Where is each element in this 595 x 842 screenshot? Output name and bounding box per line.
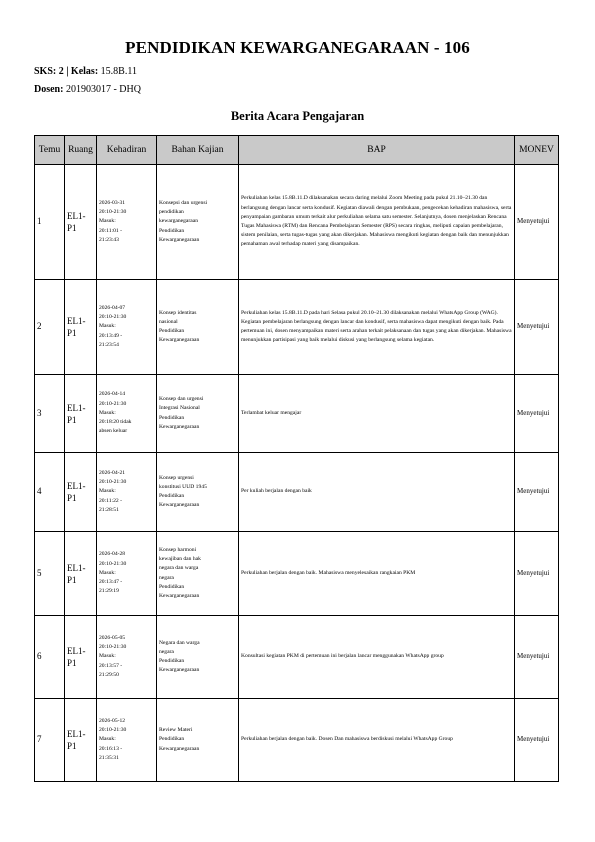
kehadiran-line: 20:10-21:30 bbox=[99, 727, 127, 734]
bahan-kajian-line: pendidikan bbox=[159, 209, 184, 216]
bap-cell: Per kuliah berjalan dengan baik bbox=[239, 453, 515, 532]
kehadiran-line: 2026-05-05 bbox=[99, 634, 126, 641]
temu-cell: 2 bbox=[35, 280, 65, 375]
col-ruang: Ruang bbox=[65, 136, 97, 165]
ruang-cell: EL1-P1 bbox=[65, 453, 97, 532]
table-row bbox=[35, 699, 559, 782]
col-bahan-kajian: Bahan Kajian bbox=[157, 136, 239, 165]
bahan-kajian-line: kewajiban dan hak bbox=[159, 556, 201, 563]
bahan-kajian-line: Pendidikan bbox=[159, 328, 185, 334]
kehadiran-line: 20:13:47 - bbox=[99, 579, 123, 586]
bahan-kajian-line: Review Materi bbox=[159, 727, 193, 734]
monev-cell: Menyetujui bbox=[515, 280, 559, 375]
temu-cell: 7 bbox=[35, 699, 65, 782]
monev-cell: Menyetujui bbox=[515, 699, 559, 782]
bahan-kajian-cell bbox=[157, 165, 239, 280]
bahan-kajian-line: Kewarganegaraan bbox=[159, 423, 200, 430]
kehadiran-line: absen keluar bbox=[99, 428, 128, 435]
kehadiran-line: 2026-05-12 bbox=[99, 717, 126, 724]
bap-cell: Terlambat keluar mengajar bbox=[239, 375, 515, 453]
temu-cell: 3 bbox=[35, 375, 65, 453]
table-row bbox=[35, 165, 559, 280]
section-title: Berita Acara Pengajaran bbox=[230, 109, 365, 123]
monev-cell: Menyetujui bbox=[515, 165, 559, 280]
document-title: PENDIDIKAN KEWARGANEGARAAN - 106 bbox=[125, 38, 470, 57]
bahan-kajian-line: Pendidikan bbox=[159, 736, 185, 743]
bap-cell: Perkuliahan kelas 15.8B.11.D dilaksanakan secara daring melalui Zoom Meeting pada pukul 21.10–21.30 dan berlangsung dengan lancar serta kondusif. Kegiatan diawali dengan pembukaan, pengecekan kehadiran mahasiswa, serta penyampaian gambaran umum terkait alur perkuliahan selama satu semester. Selanjutnya, dosen menjelaskan Rencana Tugas Mahasiswa (RTM) dan Rencana Pembelajaran Semester (RPS) secara ringkas, meliputi capaian pembelajaran, sistem penilaian, serta tugas-tugas yang akan dikerjakan. Mahasiswa mengikuti kegiatan dengan baik dan menunjukkan pemahaman awal terhadap materi yang disampaikan. bbox=[239, 165, 515, 280]
bahan-kajian-line: Pendidikan bbox=[159, 658, 185, 664]
kehadiran-line: 20:10-21:30 bbox=[99, 644, 127, 651]
kehadiran-line: Masuk: bbox=[99, 323, 116, 330]
kehadiran-line: 2026-04-28 bbox=[99, 551, 126, 558]
kehadiran-line: 20:10-21:30 bbox=[99, 560, 127, 567]
temu-cell: 6 bbox=[35, 616, 65, 699]
kehadiran-line: Masuk: bbox=[99, 736, 116, 743]
kehadiran-cell bbox=[97, 280, 157, 375]
bahan-kajian-line: Pendidikan bbox=[159, 227, 185, 234]
bahan-kajian-cell bbox=[157, 453, 239, 532]
ruang-cell: EL1-P1 bbox=[65, 375, 97, 453]
bahan-kajian-cell bbox=[157, 280, 239, 375]
bahan-kajian-line: Konsep identitas bbox=[159, 309, 197, 316]
bahan-kajian-line: Kewarganegaraan bbox=[159, 236, 200, 243]
bahan-kajian-line: nasional bbox=[159, 318, 178, 325]
bahan-kajian-line: kewarganegaraan bbox=[159, 218, 199, 225]
class-info bbox=[34, 66, 137, 77]
ruang-cell: EL1-P1 bbox=[65, 616, 97, 699]
bahan-kajian-cell bbox=[157, 699, 239, 782]
bap-cell: Perkuliahan kelas 15.8B.11.D pada hari Selasa pukul 20.10–21.30 dilaksanakan melalui WhatsApp Group (WAG). Kegiatan pembelajaran berlangsung dengan lancar dan kondusif, serta mahasiswa dapat mengikuti dengan baik. Pada pertemuan ini, dosen menyampaikan materi serta arahan terkait pelaksanaan dan tugas yang akan dikerjakan. Mahasiswa menunjukkan partisipasi yang baik melalui diskusi yang berlangsung selama kegiatan. bbox=[239, 280, 515, 375]
bahan-kajian-line: konstitusi UUD 1945 bbox=[159, 483, 207, 490]
kehadiran-line: 20:10-21:30 bbox=[99, 314, 127, 321]
table-row bbox=[35, 280, 559, 375]
bahan-kajian-line: Kewarganegaraan bbox=[159, 502, 200, 509]
bahan-kajian-line: Integrasi Nasional bbox=[159, 405, 200, 412]
bahan-kajian-line: negara bbox=[159, 648, 174, 655]
kehadiran-line: 20:10-21:30 bbox=[99, 479, 127, 486]
bap-cell: Perkuliahan berjalan dengan baik. Dosen Dan mahasiswa berdiskusi melalui WhatsApp Group bbox=[239, 699, 515, 782]
kehadiran-cell bbox=[97, 453, 157, 532]
monev-cell: Menyetujui bbox=[515, 453, 559, 532]
ruang-cell: EL1-P1 bbox=[65, 532, 97, 616]
lecturer-info bbox=[34, 84, 141, 95]
bap-table bbox=[34, 135, 559, 782]
table-row bbox=[35, 532, 559, 616]
bap-cell: Konsultasi kegiatan PKM di pertemuan ini berjalan lancar menggunakan WhatsApp group bbox=[239, 616, 515, 699]
bap-cell: Perkuliahan berjalan dengan baik. Mahasiswa menyelesaikan rangkaian PKM bbox=[239, 532, 515, 616]
kehadiran-line: Masuk: bbox=[99, 218, 116, 225]
kehadiran-line: 21:23:54 bbox=[99, 341, 119, 348]
bahan-kajian-line: Kewarganegaraan bbox=[159, 337, 200, 344]
kehadiran-line: 21:29:50 bbox=[99, 671, 119, 678]
table-row bbox=[35, 616, 559, 699]
bahan-kajian-line: Konsep dan urgensi bbox=[159, 396, 204, 403]
kehadiran-line: Masuk: bbox=[99, 569, 116, 576]
sks-label: SKS: 2 | Kelas: bbox=[34, 66, 99, 77]
bahan-kajian-line: Pendidikan bbox=[159, 414, 185, 421]
kehadiran-line: Masuk: bbox=[99, 488, 116, 495]
bahan-kajian-line: Kewarganegaraan bbox=[159, 592, 200, 599]
monev-cell: Menyetujui bbox=[515, 616, 559, 699]
kehadiran-line: Masuk: bbox=[99, 409, 116, 416]
col-temu: Temu bbox=[35, 136, 65, 165]
ruang-cell: EL1-P1 bbox=[65, 699, 97, 782]
temu-cell: 5 bbox=[35, 532, 65, 616]
monev-cell: Menyetujui bbox=[515, 375, 559, 453]
bahan-kajian-line: Konsep urgensi bbox=[159, 474, 194, 481]
bahan-kajian-cell bbox=[157, 616, 239, 699]
ruang-cell: EL1-P1 bbox=[65, 165, 97, 280]
bahan-kajian-line: Pendidikan bbox=[159, 583, 185, 590]
kehadiran-line: 21:28:51 bbox=[99, 506, 119, 513]
bahan-kajian-line: Kewarganegaraan bbox=[159, 745, 200, 752]
kehadiran-cell bbox=[97, 699, 157, 782]
kehadiran-line: 20:13:57 - bbox=[99, 662, 123, 669]
kehadiran-line: 21:29:19 bbox=[99, 588, 119, 595]
bahan-kajian-line: Pendidikan bbox=[159, 493, 185, 499]
dosen-label: Dosen: bbox=[34, 84, 64, 95]
table-row bbox=[35, 453, 559, 532]
kehadiran-line: 21:23:43 bbox=[99, 236, 119, 243]
kehadiran-cell bbox=[97, 165, 157, 280]
bahan-kajian-line: Negara dan warga bbox=[159, 639, 200, 646]
temu-cell: 4 bbox=[35, 453, 65, 532]
temu-cell: 1 bbox=[35, 165, 65, 280]
kehadiran-line: 2026-04-14 bbox=[99, 391, 126, 398]
bahan-kajian-cell bbox=[157, 532, 239, 616]
bahan-kajian-cell bbox=[157, 375, 239, 453]
kehadiran-line: 20:10-21:30 bbox=[99, 209, 127, 216]
kehadiran-cell bbox=[97, 616, 157, 699]
monev-cell: Menyetujui bbox=[515, 532, 559, 616]
kehadiran-line: 20:11:01 - bbox=[99, 227, 122, 234]
col-monev: MONEV bbox=[515, 136, 559, 165]
kehadiran-line: 20:13:49 - bbox=[99, 332, 123, 339]
kehadiran-line: Masuk: bbox=[99, 653, 116, 660]
bahan-kajian-line: Kewarganegaraan bbox=[159, 667, 200, 674]
bahan-kajian-line: negara dan warga bbox=[159, 565, 199, 572]
table-header-row bbox=[35, 136, 559, 165]
col-kehadiran: Kehadiran bbox=[97, 136, 157, 165]
col-bap: BAP bbox=[239, 136, 515, 165]
kehadiran-cell bbox=[97, 532, 157, 616]
kehadiran-line: 20:18:20 tidak bbox=[99, 419, 132, 426]
class-value: 15.8B.11 bbox=[100, 66, 137, 77]
kehadiran-line: 2026-03-31 bbox=[99, 199, 126, 206]
kehadiran-line: 2026-04-21 bbox=[99, 469, 126, 476]
bahan-kajian-line: Konsep harmoni bbox=[159, 546, 197, 553]
kehadiran-line: 20:11:22 - bbox=[99, 497, 122, 504]
table-row bbox=[35, 375, 559, 453]
kehadiran-line: 2026-04-07 bbox=[99, 304, 126, 311]
bahan-kajian-line: Konsepsi dan urgensi bbox=[159, 199, 208, 206]
kehadiran-line: 20:16:13 - bbox=[99, 745, 123, 752]
kehadiran-cell bbox=[97, 375, 157, 453]
dosen-value: 201903017 - DHQ bbox=[65, 84, 141, 95]
ruang-cell: EL1-P1 bbox=[65, 280, 97, 375]
kehadiran-line: 20:10-21:30 bbox=[99, 400, 127, 407]
kehadiran-line: 21:35:31 bbox=[99, 754, 119, 761]
bahan-kajian-line: negara bbox=[159, 574, 174, 581]
